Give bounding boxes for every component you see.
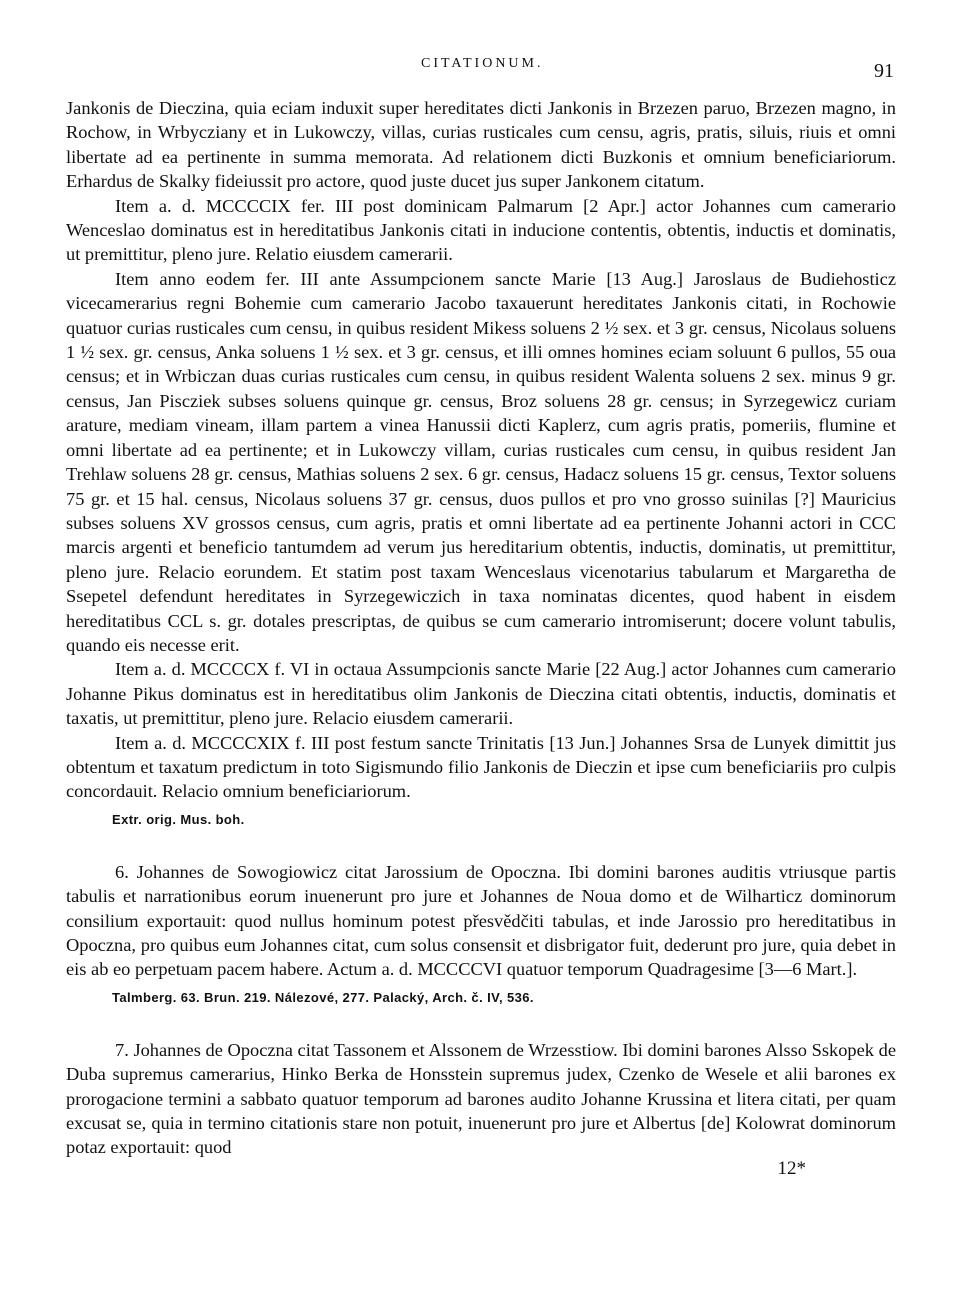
paragraph-item-taxation: Item anno eodem fer. III ante Assumpcionem sancte Marie [13 Aug.] Jaroslaus de Budiehosticz vicecamerarius regni Bohemie cum camerario Jacobo taxauerunt hereditates Jankonis citati, in Rochowie quatuor curias rusticales cum censu, in quibus resident Mikess soluens 2 ½ sex. et 3 gr. census, Nicolaus soluens 1 ½ sex. gr. census, Anka soluens 1 ½ sex. et 3 gr. census, et illi omnes homines eciam soluunt 6 pullos, 55 oua census; et in Wrbiczan duas curias rusticales cum censu, in quibus resident Walenta soluens 2 sex. minus 9 gr. census, Jan Piscziek subses soluens quinque gr. census, Broz soluens 28 gr. census; in Syrzegewicz curiam arature, mediam vineam, illam partem a vinea Hanussii dicti Kaplerz, cum agris pratis, pomeriis, flumine et omni libertate ad ea pertinente; et in Lukowczy villam, curias rusticales cum censu, in quibus resident Jan Trehlaw soluens 28 gr. census, Mathias soluens 2 sex. 6 gr. census, Hadacz soluens 15 gr. census, Textor soluens 75 gr. et 15 hal. census, Nicolaus soluens 37 gr. census, duos pullos et pro vno grosso suinilas [?] Mauricius subses soluens XV grossos census, cum agris, pratis et omni libertate ad ea pertinente Johanni actori in CCC marcis argenti et beneficio tantumdem ad verum jus hereditarium obtentis, inductis, dominatis, ut premittitur, pleno jure. Relacio eorundem. Et statim post taxam Wenceslaus vicenotarius tabularum et Margaretha de Ssepetel defendunt hereditates in Syrzegewiczich in taxa nominatas dicentes, quod habent in eisdem hereditatibus CCL s. gr. dotales prescriptas, de quibus se cum camerario intromiserunt; docere volunt tabulis, quando eis necesse erit. [66,268,896,655]
paragraph-continuation: Jankonis de Dieczina, quia eciam induxit super hereditates dicti Jankonis in Brzezen paruo, Brzezen magno, in Rochow, in Wrbycziany et in Lukowczy, villas, curias rusticales cum censu, agris, pratis, siluis, riuis et omni libertate ad ea pertinente in summa memorata. Ad relationem dicti Buzkonis et omnium beneficiariorum. Erhardus de Skalky fideiussit pro actore, quod juste ducet jus super Jankonem citatum. [66,98,896,192]
paragraph-item-1410: Item a. d. MCCCCX f. VI in octaua Assumpcionis sancte Marie [22 Aug.] actor Johannes cum camerario Johanne Pikus dominatus est in hereditatibus olim Jankonis de Dieczina citati obtentis, inductis, dominatis et taxatis, ut premittitur, pleno jure. Relacio eiusdem camerarii. [66,659,896,729]
section-7 [66,1038,896,1160]
page-body [66,96,896,1184]
section-6-text: 6. Johannes de Sowogiowicz citat Jarossium de Opoczna. Ibi domini barones auditis vtriusque partis tabulis et narrationibus eorum inuenerunt pro jure et Johannes de Noua domo et de Wilharticz dominorum consilium exportauit: quod nullus hominum potest přesvědčiti tabulas, et inde Jarossio pro hereditatibus in Opoczna, pro quibus eum Johannes citat, cum solus consensit et disbrigator fuit, dederunt pro jure, quia debet in eis ab eo perpetuam pacem habere. Actum a. d. MCCCCVI quatuor temporum Quadragesime [3—6 Mart.]. [66,861,896,980]
section-6-source: Talmberg. 63. Brun. 219. Nálezové, 277. Palacký, Arch. č. IV, 536. [112,989,534,1005]
source-note: Extr. orig. Mus. boh. [112,811,245,827]
section-6 [66,860,896,1008]
running-head [66,56,896,80]
section-7-text: 7. Johannes de Opoczna citat Tassonem et Alssonem de Wrzesstiow. Ibi domini barones Alsso Sskopek de Duba supremus camerarius, Hinko Berka de Honsstein supremus judex, Czenko de Wesele et alii barones ex prorogacione termini a sabbato quatuor temporum ad barones audito Johanne Krussina et litera citati, per quam excusat se, quia in termino citationis stare non potuit, inuenerunt pro jure et Albertus [de] Kolowrat dominorum potaz exportauit: quod [66,1039,896,1158]
page-number: 91 [874,60,894,82]
paragraph-item-1409: Item a. d. MCCCCIX fer. III post dominicam Palmarum [2 Apr.] actor Johannes cum camerario Wenceslao dominatus est in hereditatibus Jankonis citati in inducione contentis, obtentis, inductis et dominatis, ut premittitur, pleno jure. Relatio eiusdem camerarii. [66,195,896,265]
signature-mark: 12* [777,1157,806,1179]
paragraph-item-1419: Item a. d. MCCCCXIX f. III post festum sancte Trinitatis [13 Jun.] Johannes Srsa de Lunyek dimittit jus obtentum et taxatum predictum in toto Sigismundo filio Jankonis de Dieczin et ipse cum beneficiariis pro culpis concordauit. Relacio omnium beneficiariorum. [66,732,896,802]
signature-line [66,1157,896,1184]
running-title: CITATIONUM. [421,56,544,71]
